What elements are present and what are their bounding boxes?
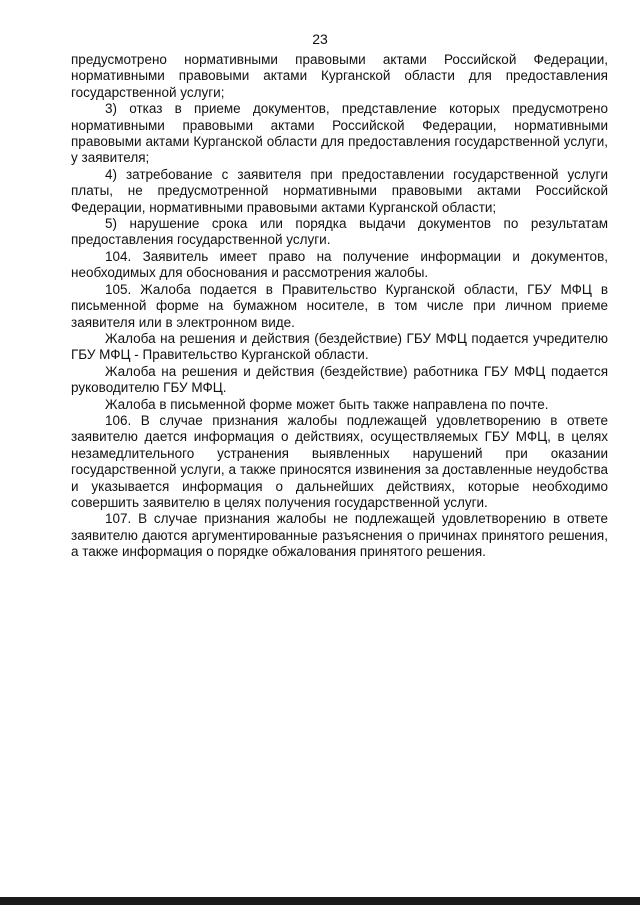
paragraph-complaint-worker: Жалоба на решения и действия (бездействие) работника ГБУ МФЦ подается руководителю ГБУ МФЦ. (71, 363, 608, 396)
paragraph-107: 107. В случае признания жалобы не подлежащей удовлетворению в ответе заявителю даются аргументированные разъяснения о причинах принятого решения, а также информация о порядке обжалования принятого решения. (71, 511, 608, 560)
paragraph-106: 106. В случае признания жалобы подлежащей удовлетворению в ответе заявителю дается информация о действиях, осуществляемых ГБУ МФЦ, в целях незамедлительного устранения выявленных нарушений при оказании государственной услуги, а также приносятся извинения за доставленные неудобства и указывается информация о дальнейших действиях, которые необходимо совершить заявителю в целях получения государственной услуги. (71, 412, 608, 510)
paragraph-item-3: 3) отказ в приеме документов, представление которых предусмотрено нормативными правовыми актами Российской Федерации, нормативными правовыми актами Курганской области для предоставления государственной услуги, у заявителя; (71, 101, 608, 166)
paragraph-complaint-gbu-mfc: Жалоба на решения и действия (бездействие) ГБУ МФЦ подается учредителю ГБУ МФЦ - Правительство Курганской области. (71, 330, 608, 363)
paragraph-105: 105. Жалоба подается в Правительство Курганской области, ГБУ МФЦ в письменной форме на бумажном носителе, в том числе при личном приеме заявителя или в электронном виде. (71, 281, 608, 330)
paragraph-item-5: 5) нарушение срока или порядка выдачи документов по результатам предоставления государственной услуги. (71, 216, 608, 248)
paragraph-item-4: 4) затребование с заявителя при предоставлении государственной услуги платы, не предусмотренной нормативными правовыми актами Российской Федерации, нормативными правовыми актами Курганской области; (71, 166, 608, 215)
paragraph-continuation: предусмотрено нормативными правовыми актами Российской Федерации, нормативными правовыми актами Курганской области для предоставления государственной услуги; (71, 52, 608, 100)
paragraph-104: 104. Заявитель имеет право на получение информации и документов, необходимых для обоснования и рассмотрения жалобы. (71, 248, 608, 281)
page-number: 23 (312, 31, 328, 47)
scan-bottom-edge (0, 897, 640, 905)
paragraph-complaint-mail: Жалоба в письменной форме может быть также направлена по почте. (105, 396, 549, 412)
document-body (71, 52, 608, 561)
